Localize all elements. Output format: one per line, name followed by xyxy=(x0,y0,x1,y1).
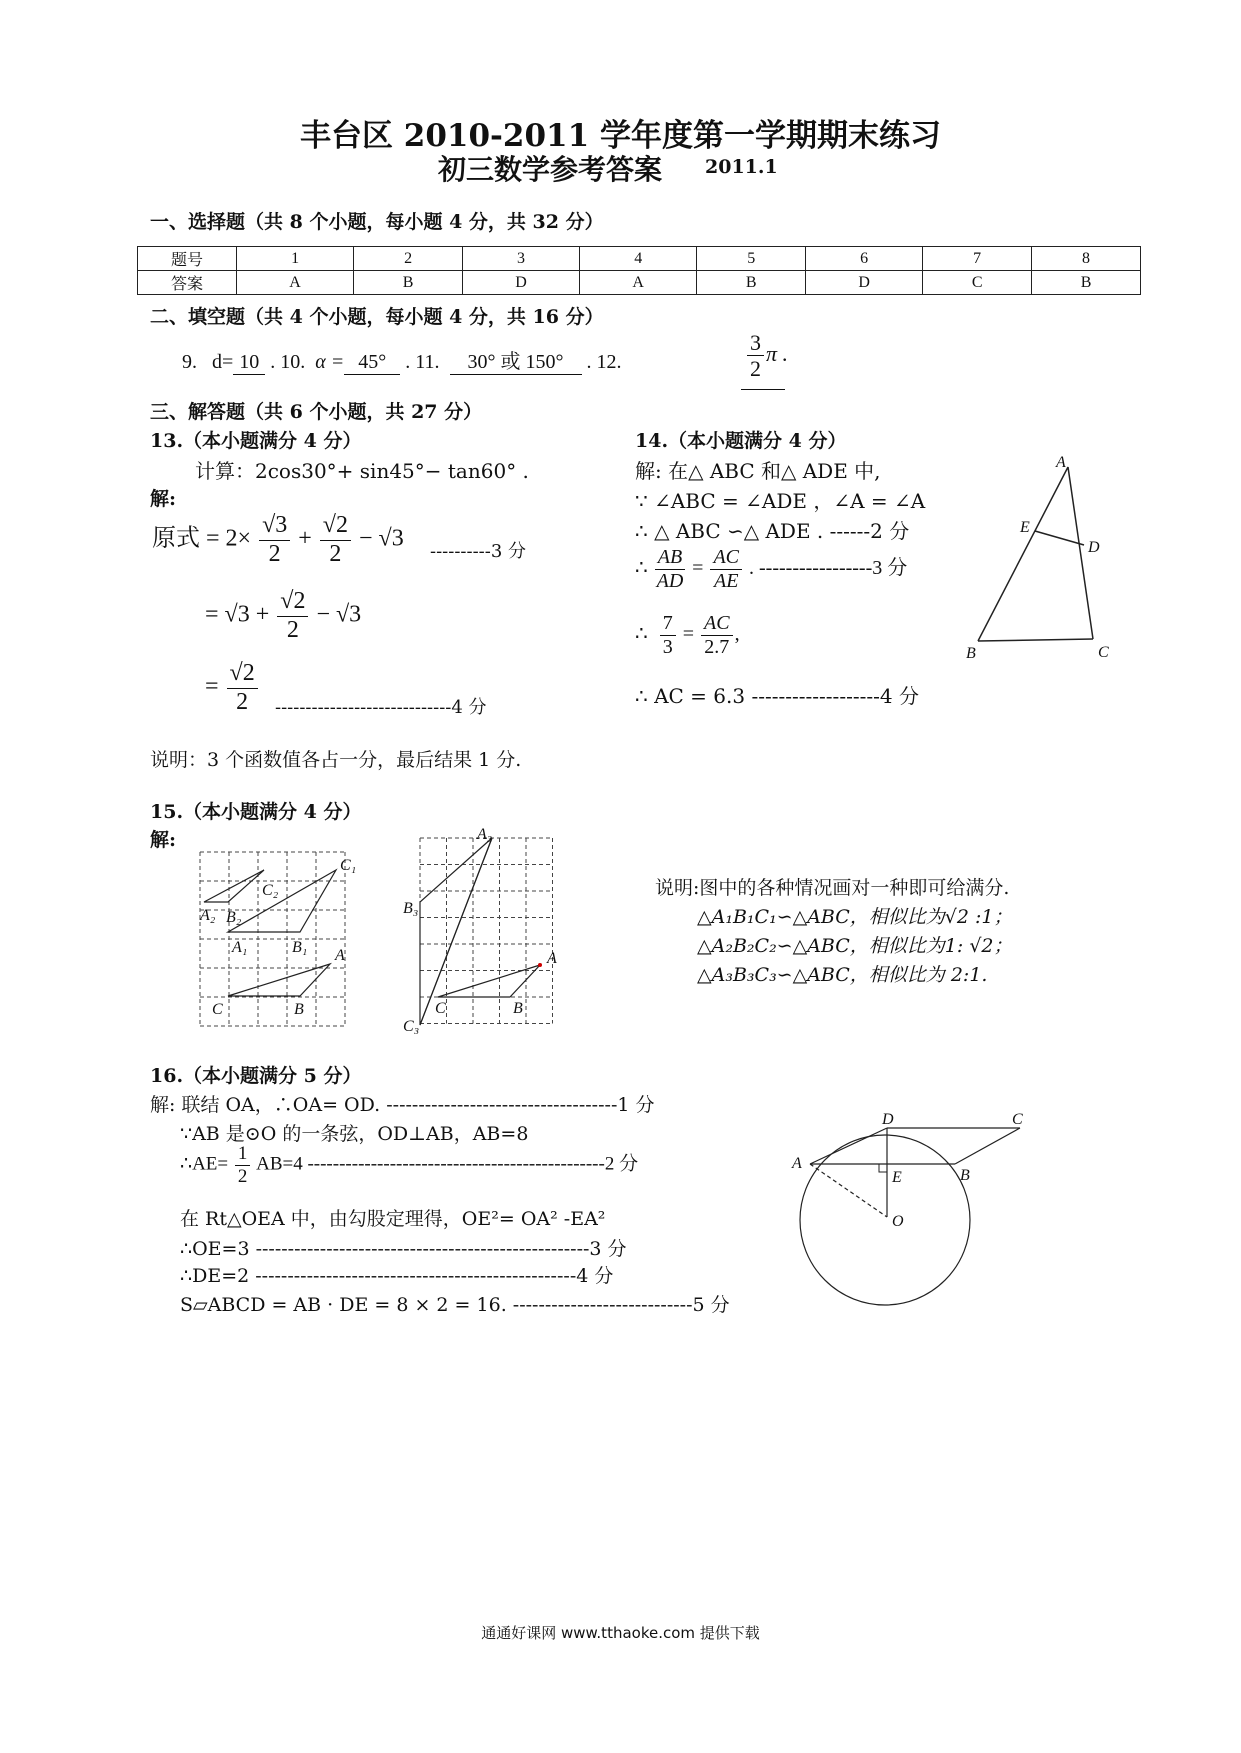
label-D: D xyxy=(882,1111,894,1128)
q13-line1-lhs: 原式 = 2× xyxy=(152,525,252,552)
q16-line6: ∴DE=2 --------------------------------------------------4 分 xyxy=(180,1265,614,1287)
q16-line5: ∴OE=3 ----------------------------------------------------3 分 xyxy=(180,1238,627,1260)
side-BC xyxy=(978,639,1093,641)
q15-title: 15.（本小题满分 4 分） xyxy=(150,801,362,823)
q15-result-2: △A₂B₂C₂∽△ABC，相似比为1: √2； xyxy=(697,935,1013,957)
q14-line3: ∴ △ ABC ∽△ ADE . ------2 分 xyxy=(635,519,910,543)
answer-table xyxy=(137,246,1141,295)
q14-line6: ∴ AC = 6.3 -------------------4 分 xyxy=(635,684,919,708)
table-row xyxy=(138,247,1141,271)
page-subtitle: 初三数学参考答案 xyxy=(438,153,663,186)
q16-title: 16.（本小题满分 5 分） xyxy=(150,1065,362,1087)
q13-title: 13.（本小题满分 4 分） xyxy=(150,430,362,452)
q14-line1: 解: 在△ ABC 和△ ADE 中, xyxy=(635,459,881,483)
table-cell: A xyxy=(580,271,697,295)
label-E: E xyxy=(892,1169,902,1186)
label-A: A xyxy=(335,947,345,964)
label-C3: C₃ xyxy=(403,1018,420,1035)
table-cell: 2 xyxy=(354,247,463,271)
q13-line1: 原式 = 2× $\frac{√3}{2}$ + $\frac{√2}{2}$ − √3 xyxy=(152,512,404,567)
q14-line2: ∵ ∠ABC = ∠ADE ，∠A = ∠A xyxy=(635,489,926,513)
q14-triangle-figure xyxy=(960,455,1120,670)
section1-heading: 一、选择题（共 8 个小题，每小题 4 分，共 32 分） xyxy=(150,211,604,233)
q16-line3: ∴AE= $\frac{1}{2}$ AB=4 -----------------------------------------------2 分 xyxy=(180,1143,639,1187)
triangle-a2b2c2 xyxy=(204,870,264,902)
section3-heading: 三、解答题（共 6 个小题，共 27 分） xyxy=(150,401,483,423)
footer-text: 通通好课网 www.tthaoke.com 提供下载 xyxy=(481,1624,760,1642)
label-C1: C₁ xyxy=(340,857,357,874)
q15-result-3: △A₃B₃C₃∽△ABC，相似比为 2:1. xyxy=(697,964,988,986)
fraction: $\frac{√3}{2}$ xyxy=(259,512,290,568)
q11-number: . 11. xyxy=(405,351,440,373)
label-A: A xyxy=(792,1155,802,1172)
q12-number: . 12. xyxy=(586,351,622,373)
label-A: A xyxy=(547,950,557,967)
point-a-marker xyxy=(538,963,542,967)
page-title: 丰台区 2010-2011 学年度第一学期期末练习 xyxy=(299,118,941,154)
table-cell: 1 xyxy=(237,247,354,271)
triangle-a1b1c1 xyxy=(228,870,336,932)
q12-denominator: 2 xyxy=(750,356,761,382)
segment-cb xyxy=(955,1128,1020,1164)
q16-line4: 在 Rt△OEA 中，由勾股定理得，OE²= OA² -EA² xyxy=(180,1208,606,1230)
q16-line7: S▱ABCD = AB · DE = 8 × 2 = 16. ----------------------------5 分 xyxy=(180,1294,730,1316)
fraction: $\frac{1}{2}$ xyxy=(235,1143,251,1188)
q13-score3: ----------3 分 xyxy=(430,541,526,562)
q12-answer xyxy=(745,330,788,382)
label-C: C xyxy=(212,1001,223,1018)
q16-circle-figure xyxy=(790,1110,1050,1340)
q16-line1: 解: 联结 OA，∴OA= OD. ------------------------------------1 分 xyxy=(150,1094,655,1116)
side-AB xyxy=(978,467,1068,641)
q13-calc: 计算：2cos30°+ sin45°− tan60° . xyxy=(195,459,529,483)
row-label: 题号 xyxy=(138,247,237,271)
label-B2: B₂ xyxy=(226,909,242,926)
table-cell: 4 xyxy=(580,247,697,271)
table-cell: D xyxy=(806,271,923,295)
triangle-abc xyxy=(438,965,540,997)
segment-ad xyxy=(810,1128,887,1164)
q15-result-1: △A₁B₁C₁∽△ABC，相似比为√2 :1； xyxy=(697,906,1013,928)
q12-pi: π . xyxy=(766,340,789,366)
label-C2: C₂ xyxy=(262,882,279,899)
q9-answer: 10 xyxy=(233,351,265,375)
label-A1: A₁ xyxy=(232,939,248,956)
q13-line3: = $\frac{√2}{2}$ xyxy=(205,660,260,716)
label-A2: A₂ xyxy=(200,907,216,924)
fraction: $\frac{AC}{AE}$ xyxy=(710,546,742,593)
table-cell: C xyxy=(923,271,1032,295)
q15-grid-figure-2 xyxy=(395,825,595,1035)
q10-answer: 45° xyxy=(344,351,400,375)
fraction: $\frac{7}{3}$ xyxy=(660,612,676,659)
right-angle-mark xyxy=(879,1164,887,1172)
table-cell: 5 xyxy=(697,247,806,271)
fraction: $\frac{AC}{2.7}$ xyxy=(701,612,733,659)
table-row xyxy=(138,271,1141,295)
q11-answer: 30° 或 150° xyxy=(450,345,582,375)
label-D: D xyxy=(1088,539,1100,556)
q12-underline xyxy=(741,389,785,390)
label-C: C xyxy=(1098,644,1109,661)
table-cell: 7 xyxy=(923,247,1032,271)
label-E: E xyxy=(1020,519,1030,536)
label-B3: B₃ xyxy=(403,900,419,917)
label-O: O xyxy=(892,1213,904,1230)
label-B: B xyxy=(966,645,976,662)
q9-label: d= xyxy=(212,351,234,373)
q14-line5: ∴ $\frac{7}{3}$ = $\frac{AC}{2.7}$ , xyxy=(635,612,740,658)
q12-fraction xyxy=(747,330,764,382)
segment-ED xyxy=(1035,531,1084,545)
label-B: B xyxy=(294,1001,304,1018)
table-cell: A xyxy=(237,271,354,295)
q14-line4: ∴ $\frac{AB}{AD}$ = $\frac{AC}{AE}$ . -----------------3 分 xyxy=(635,546,908,592)
label-B1: B₁ xyxy=(292,939,308,956)
table-cell: B xyxy=(1032,271,1141,295)
q13-line2: = √3 + $\frac{√2}{2}$ − √3 xyxy=(205,588,362,643)
label-B: B xyxy=(513,1000,523,1017)
segment-ao xyxy=(810,1164,887,1217)
circle-o xyxy=(800,1135,970,1305)
label-C: C xyxy=(1012,1111,1023,1128)
label-A3: A₃ xyxy=(477,826,493,843)
label-C: C xyxy=(435,1000,446,1017)
q12-numerator: 3 xyxy=(747,330,764,356)
fill-in-answers xyxy=(182,345,622,375)
q10-label: α = xyxy=(315,351,345,373)
q14-title: 14.（本小题满分 4 分） xyxy=(635,430,847,452)
q13-score4: -----------------------------4 分 xyxy=(275,697,487,718)
fraction: $\frac{√2}{2}$ xyxy=(277,588,308,644)
q15-note: 说明:图中的各种情况画对一种即可给满分. xyxy=(655,877,1010,899)
table-cell: B xyxy=(354,271,463,295)
table-cell: 6 xyxy=(806,247,923,271)
q15-jie: 解: xyxy=(150,829,177,851)
section2-heading: 二、填空题（共 4 个小题，每小题 4 分，共 16 分） xyxy=(150,306,604,328)
table-cell: 3 xyxy=(462,247,579,271)
table-cell: B xyxy=(697,271,806,295)
q13-jie: 解: xyxy=(150,488,177,510)
label-B: B xyxy=(960,1167,970,1184)
q15-grid-figure-1 xyxy=(190,840,390,1030)
table-cell: D xyxy=(462,271,579,295)
fraction: $\frac{AB}{AD}$ xyxy=(656,546,684,592)
q10-number: . 10. xyxy=(270,351,306,373)
q16-line2: ∵AB 是⊙O 的一条弦，OD⊥AB，AB=8 xyxy=(180,1123,529,1145)
row-label: 答案 xyxy=(138,271,237,295)
label-A: A xyxy=(1056,455,1066,471)
triangle-abc xyxy=(228,964,330,996)
q13-note: 说明：3 个函数值各占一分，最后结果 1 分. xyxy=(150,749,522,771)
fraction: $\frac{√2}{2}$ xyxy=(227,660,258,716)
q14-score3: . -----------------3 分 xyxy=(749,557,908,580)
table-cell: 8 xyxy=(1032,247,1141,271)
page-date: 2011.1 xyxy=(705,156,778,178)
q9-number: 9. xyxy=(182,351,197,373)
fraction: $\frac{√2}{2}$ xyxy=(320,512,351,568)
